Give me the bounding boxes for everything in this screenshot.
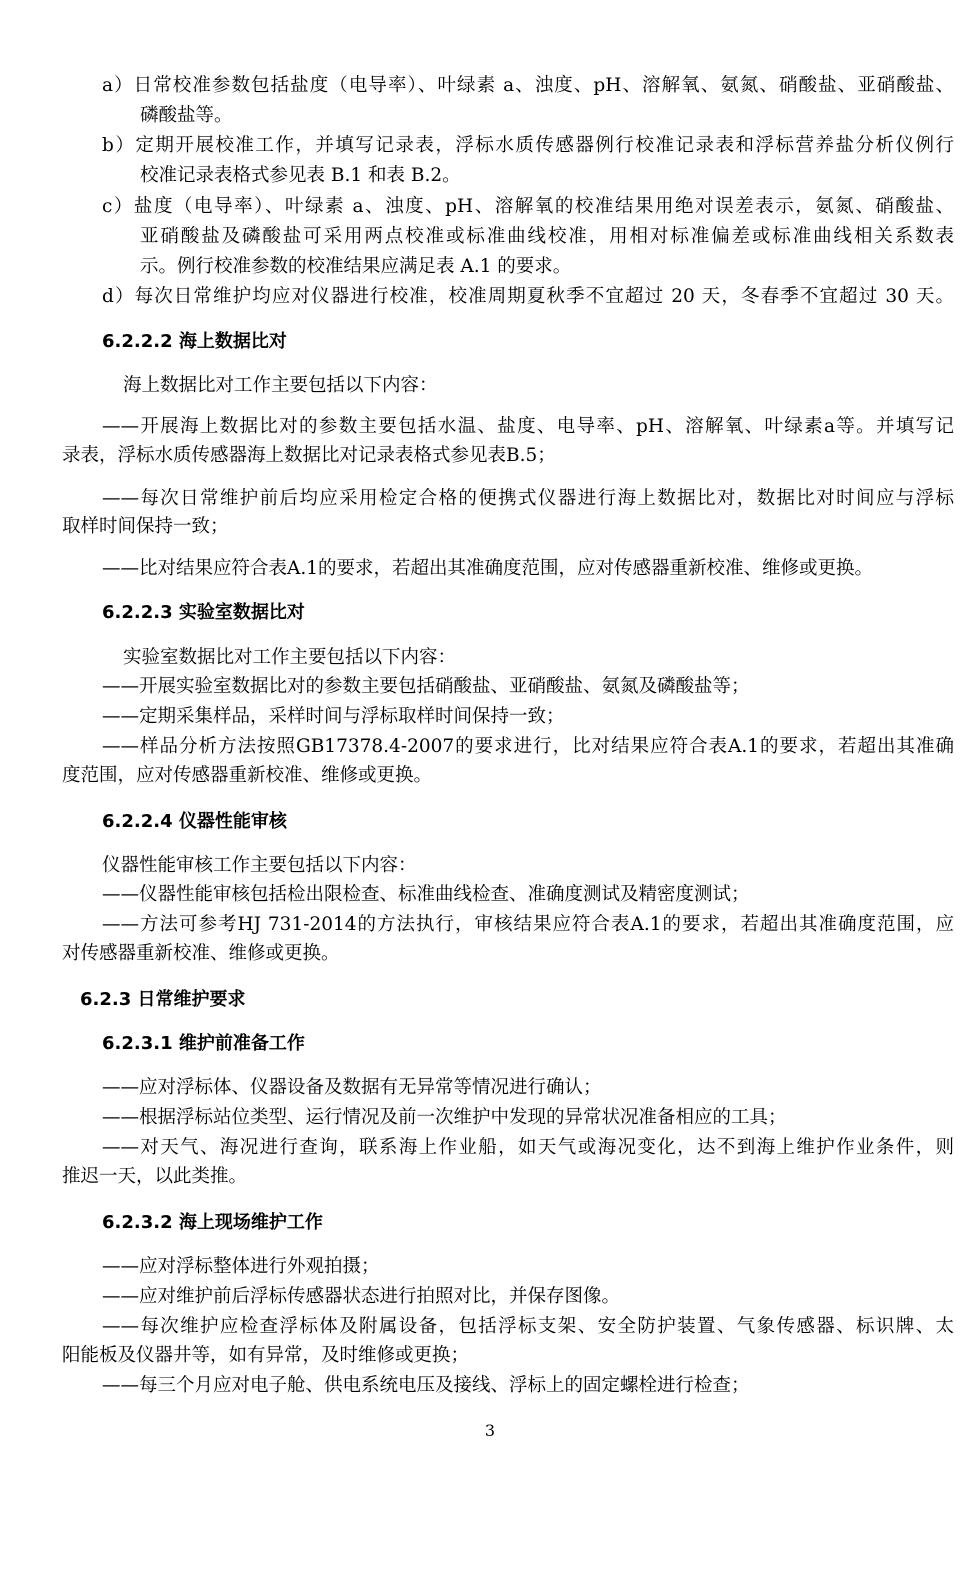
item-d-line1: d）每次日常维护均应对仪器进行校准，校准周期夏秋季不宜超过 20 天，冬春季不宜超过 30 天。 — [102, 286, 954, 307]
list-item: ——仪器性能审核包括检出限检查、标准曲线检查、准确度测试及精密度测试； — [102, 884, 750, 905]
list-item: ——开展实验室数据比对的参数主要包括硝酸盐、亚硝酸盐、氨氮及磷酸盐等； — [102, 676, 750, 697]
item-b-line1: b）定期开展校准工作，并填写记录表，浮标水质传感器例行校准记录表和浮标营养盐分析仪例行 — [102, 135, 954, 156]
list-item: ——应对浮标体、仪器设备及数据有无异常等情况进行确认； — [102, 1077, 602, 1098]
list-item-continuation: 阳能板及仪器井等，如有异常，及时维修或更换； — [62, 1345, 470, 1366]
list-item: ——开展海上数据比对的参数主要包括水温、盐度、电导率、pH、溶解氧、叶绿素a等。并填写记 — [102, 416, 954, 437]
section-intro-6222: 海上数据比对工作主要包括以下内容： — [123, 375, 438, 396]
item-c-line2: 亚硝酸盐及磷酸盐可采用两点校准或标准曲线校准，用相对标准偏差或标准曲线相关系数表 — [140, 226, 954, 247]
section-heading-6224: 6.2.2.4 仪器性能审核 — [102, 811, 287, 832]
page-number: 3 — [484, 1421, 496, 1440]
list-item: ——应对浮标整体进行外观拍摄； — [102, 1256, 380, 1277]
section-heading-6232: 6.2.3.2 海上现场维护工作 — [102, 1212, 323, 1233]
list-item: ——应对维护前后浮标传感器状态进行拍照对比，并保存图像。 — [102, 1286, 621, 1307]
item-b-line2: 校准记录表格式参见表 B.1 和表 B.2。 — [140, 165, 461, 186]
list-item: ——每次日常维护前后均应采用检定合格的便携式仪器进行海上数据比对，数据比对时间应与浮标 — [102, 488, 954, 509]
list-item-continuation: 取样时间保持一致； — [62, 516, 229, 537]
item-c-line1: c）盐度（电导率）、叶绿素 a、浊度、pH、溶解氧的校准结果用绝对误差表示，氨氮、硝酸盐、 — [102, 196, 954, 217]
list-item-continuation: 录表，浮标水质传感器海上数据比对记录表格式参见表B.5； — [62, 445, 556, 466]
section-intro-6224: 仪器性能审核工作主要包括以下内容： — [102, 855, 417, 876]
item-a-line2: 磷酸盐等。 — [140, 105, 233, 126]
list-item: ——对天气、海况进行查询，联系海上作业船，如天气或海况变化，达不到海上维护作业条件，则 — [102, 1137, 954, 1158]
list-item: ——方法可参考HJ 731-2014的方法执行，审核结果应符合表A.1的要求，若超出其准确度范围，应 — [102, 914, 954, 935]
section-heading-6222: 6.2.2.2 海上数据比对 — [102, 331, 287, 352]
list-item: ——每三个月应对电子舱、供电系统电压及接线、浮标上的固定螺栓进行检查； — [102, 1375, 750, 1396]
list-item: ——样品分析方法按照GB17378.4-2007的要求进行，比对结果应符合表A.1的要求，若超出其准确 — [102, 736, 954, 757]
list-item: ——每次维护应检查浮标体及附属设备，包括浮标支架、安全防护装置、气象传感器、标识牌、太 — [102, 1316, 954, 1337]
item-c-line3: 示。例行校准参数的校准结果应满足表 A.1 的要求。 — [140, 256, 572, 277]
item-a-line1: a）日常校准参数包括盐度（电导率）、叶绿素 a、浊度、pH、溶解氧、氨氮、硝酸盐、亚硝酸盐、 — [102, 75, 954, 96]
list-item: ——比对结果应符合表A.1的要求，若超出其准确度范围，应对传感器重新校准、维修或更换。 — [102, 558, 874, 579]
list-item: ——根据浮标站位类型、运行情况及前一次维护中发现的异常状况准备相应的工具； — [102, 1107, 787, 1128]
section-heading-6223: 6.2.2.3 实验室数据比对 — [102, 602, 305, 623]
section-intro-6223: 实验室数据比对工作主要包括以下内容： — [123, 647, 457, 668]
list-item-continuation: 对传感器重新校准、维修或更换。 — [62, 943, 340, 964]
list-item-continuation: 推迟一天，以此类推。 — [62, 1166, 248, 1187]
section-heading-6231: 6.2.3.1 维护前准备工作 — [102, 1033, 305, 1054]
list-item-continuation: 度范围，应对传感器重新校准、维修或更换。 — [62, 765, 433, 786]
list-item: ——定期采集样品，采样时间与浮标取样时间保持一致； — [102, 706, 565, 727]
section-heading-623: 6.2.3 日常维护要求 — [80, 989, 246, 1010]
